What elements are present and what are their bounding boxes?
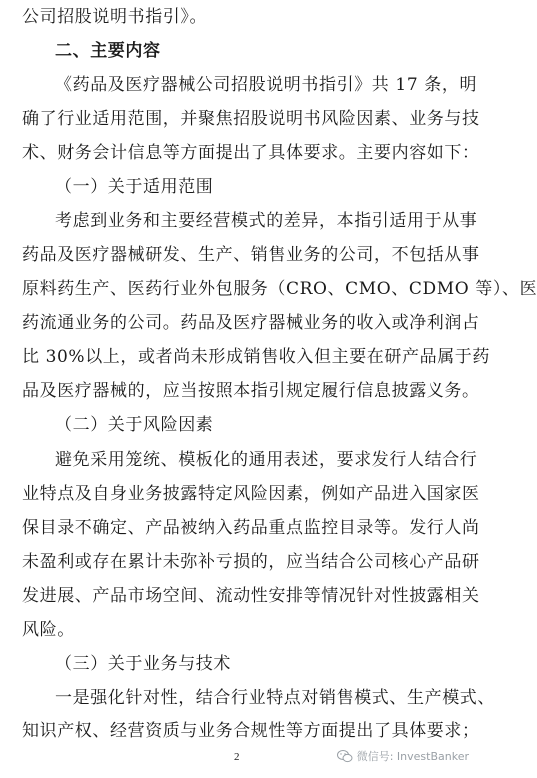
- paragraph-line: 《药品及医疗器械公司招股说明书指引》共 17 条，明: [55, 75, 478, 95]
- paragraph-line: 一是强化针对性，结合行业特点对销售模式、生产模式、: [55, 688, 495, 708]
- subsection-heading: （二）关于风险因素: [55, 415, 214, 435]
- paragraph-line: 药流通业务的公司。药品及医疗器械业务的收入或净利润占: [22, 313, 480, 333]
- paragraph-line: 知识产权、经营资质与业务合规性等方面提出了具体要求；: [22, 721, 480, 741]
- paragraph-line: 品及医疗器械的，应当按照本指引规定履行信息披露义务。: [22, 381, 480, 401]
- wechat-icon: [337, 750, 353, 763]
- paragraph-line: 公司招股说明书指引》。: [22, 7, 208, 27]
- paragraph-line: 发进展、产品市场空间、流动性安排等情况针对性披露相关: [22, 586, 480, 606]
- subsection-heading: （三）关于业务与技术: [55, 654, 231, 674]
- watermark-text: 微信号: InvestBanker: [356, 750, 469, 763]
- paragraph-line: 术、财务会计信息等方面提出了具体要求。主要内容如下：: [22, 143, 480, 163]
- paragraph-line: 保目录不确定、产品被纳入药品重点监控目录等。发行人尚: [22, 518, 480, 538]
- paragraph-line: 比 30%以上，或者尚未形成销售收入但主要在研产品属于药: [22, 347, 490, 367]
- paragraph-line: 确了行业适用范围，并聚焦招股说明书风险因素、业务与技: [22, 109, 480, 129]
- paragraph-line: 药品及医疗器械研发、生产、销售业务的公司，不包括从事: [22, 245, 480, 265]
- subsection-heading: （一）关于适用范围: [55, 177, 214, 197]
- paragraph-line: 考虑到业务和主要经营模式的差异，本指引适用于从事: [55, 211, 478, 231]
- page-number: 2: [234, 751, 240, 763]
- paragraph-line: 未盈利或存在累计未弥补亏损的，应当结合公司核心产品研: [22, 552, 480, 572]
- paragraph-line: 风险。: [22, 620, 75, 640]
- paragraph-line: 避免采用笼统、模板化的通用表述，要求发行人结合行: [55, 450, 478, 470]
- paragraph-line: 原料药生产、医药行业外包服务（CRO、CMO、CDMO 等）、医: [22, 279, 537, 299]
- paragraph-line: 业特点及自身业务披露特定风险因素，例如产品进入国家医: [22, 484, 480, 504]
- wechat-watermark: [337, 748, 469, 764]
- section-heading: 二、主要内容: [55, 41, 161, 61]
